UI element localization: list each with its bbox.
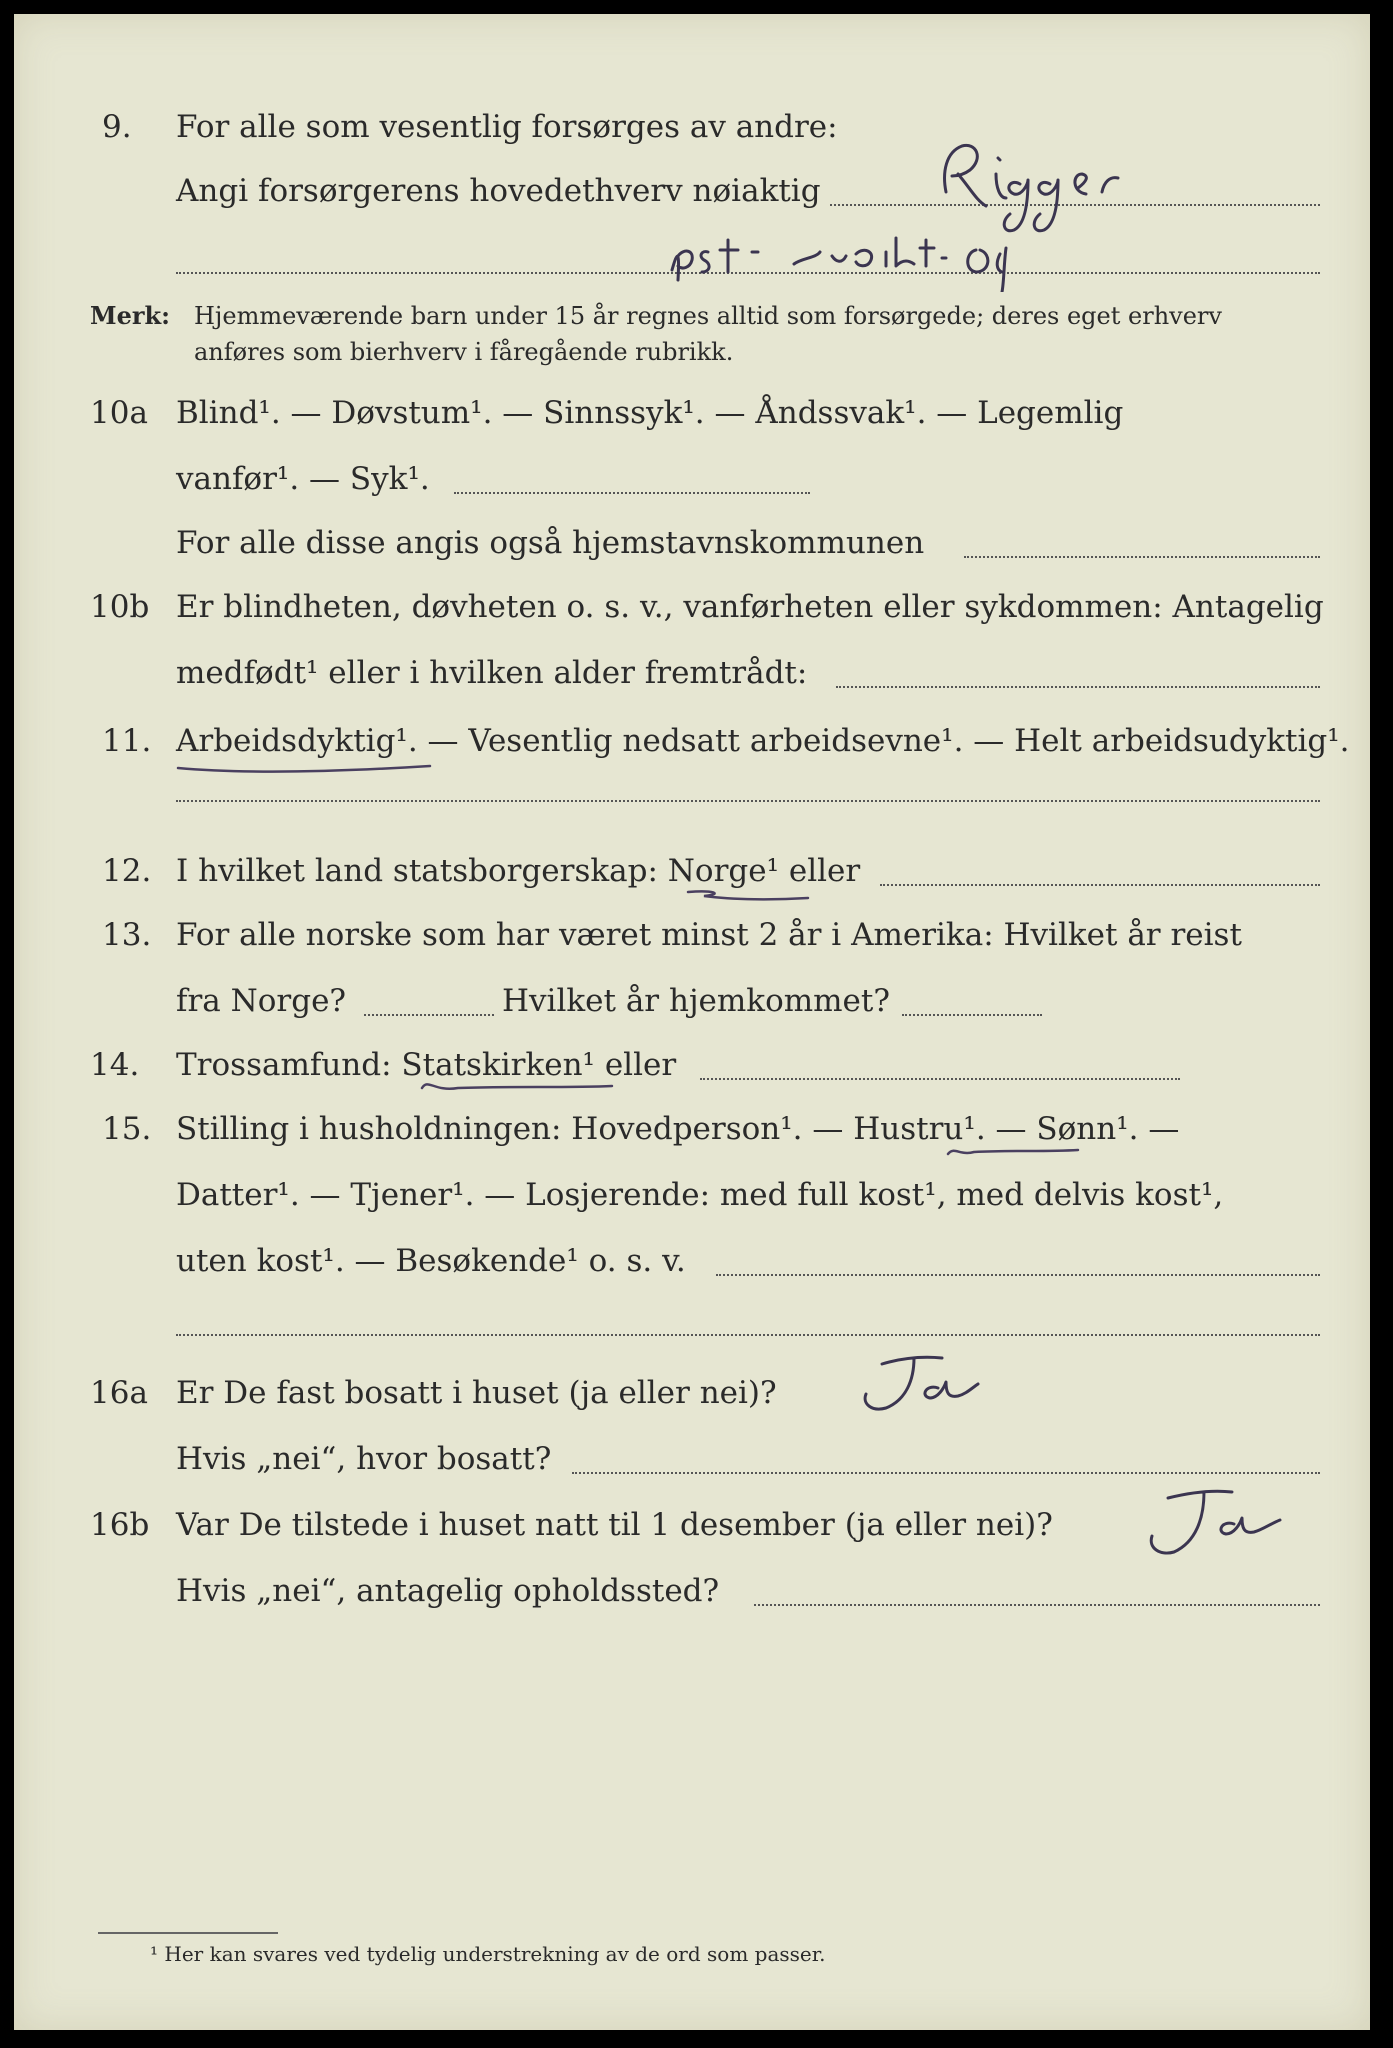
q11-number: 11. bbox=[102, 723, 152, 759]
merk-note-line2: anføres som bierhverv i fåregående rubrikk. bbox=[194, 338, 734, 366]
q10a-question-line3: For alle disse angis også hjemstavnskommunen bbox=[176, 525, 925, 561]
q13-question-line2a: fra Norge? bbox=[176, 983, 347, 1019]
q16b-question-line2: Hvis „nei“, antagelig opholdssted? bbox=[176, 1573, 720, 1609]
merk-label: Merk: bbox=[90, 301, 170, 330]
q14-underline-mark bbox=[418, 1074, 618, 1098]
q9-handwritten-answer bbox=[624, 132, 1344, 292]
q10a-answer-line[interactable] bbox=[454, 492, 810, 494]
q10b-number: 10b bbox=[90, 589, 150, 625]
q15-question-line2: Datter¹. — Tjener¹. — Losjerende: med full kost¹, med delvis kost¹, bbox=[176, 1177, 1224, 1213]
q10a-hometown-line[interactable] bbox=[964, 556, 1320, 558]
q14-question-line1: Trossamfund: Statskirken¹ eller bbox=[176, 1047, 677, 1083]
q16a-question-line1: Er De fast bosatt i huset (ja eller nei)? bbox=[176, 1375, 777, 1411]
q16a-number: 16a bbox=[90, 1375, 148, 1411]
q14-number: 14. bbox=[90, 1047, 140, 1083]
q13-number: 13. bbox=[102, 917, 152, 953]
q12-question-line1: I hvilket land statsborgerskap: Norge¹ eller bbox=[176, 853, 861, 889]
q11-answer-line[interactable] bbox=[176, 800, 1320, 802]
q14-answer-line[interactable] bbox=[700, 1078, 1180, 1080]
q16b-answer-line[interactable] bbox=[754, 1604, 1320, 1606]
q11-question-line1: Arbeidsdyktig¹. — Vesentlig nedsatt arbeidsevne¹. — Helt arbeidsudyktig¹. bbox=[176, 723, 1350, 759]
q13-departure-line[interactable] bbox=[364, 1014, 494, 1016]
footnote-rule bbox=[98, 1932, 278, 1934]
q15-answer-line[interactable] bbox=[716, 1274, 1320, 1276]
q13-question-line1: For alle norske som har været minst 2 år i Amerika: Hvilket år reist bbox=[176, 917, 1242, 953]
q9-question-line2: Angi forsørgerens hovedethverv nøiaktig bbox=[176, 173, 821, 209]
q16a-question-line2: Hvis „nei“, hvor bosatt? bbox=[176, 1441, 552, 1477]
q15-question-line1: Stilling i husholdningen: Hovedperson¹. — Hustru¹. — Sønn¹. — bbox=[176, 1111, 1180, 1147]
q9-number: 9. bbox=[102, 109, 132, 145]
q10b-answer-line[interactable] bbox=[836, 686, 1320, 688]
census-form-page bbox=[14, 14, 1370, 2030]
q12-answer-line[interactable] bbox=[880, 884, 1320, 886]
q10a-question-line1: Blind¹. — Døvstum¹. — Sinnssyk¹. — Åndssvak¹. — Legemlig bbox=[176, 395, 1124, 431]
q15-underline-mark bbox=[944, 1140, 1084, 1164]
q10b-question-line1: Er blindheten, døvheten o. s. v., vanførheten eller sykdommen: Antagelig bbox=[176, 589, 1324, 625]
q12-number: 12. bbox=[102, 853, 152, 889]
q15-number: 15. bbox=[102, 1111, 152, 1147]
q16b-question-line1: Var De tilstede i huset natt til 1 desember (ja eller nei)? bbox=[176, 1507, 1053, 1543]
q16b-handwritten-answer bbox=[1104, 1480, 1304, 1570]
footnote-text: ¹ Her kan svares ved tydelig understrekning av de ord som passer. bbox=[150, 1942, 826, 1966]
q10a-number: 10a bbox=[90, 395, 148, 431]
q16a-handwritten-answer bbox=[822, 1344, 992, 1424]
q13-return-line[interactable] bbox=[902, 1014, 1042, 1016]
q15-question-line3: uten kost¹. — Besøkende¹ o. s. v. bbox=[176, 1243, 686, 1279]
q9-question-line1: For alle som vesentlig forsørges av andre: bbox=[176, 109, 838, 145]
q10a-question-line2: vanfør¹. — Syk¹. bbox=[176, 461, 430, 497]
q10b-question-line2: medfødt¹ eller i hvilken alder fremtrådt: bbox=[176, 655, 808, 691]
q16a-answer-line[interactable] bbox=[572, 1472, 1320, 1474]
q11-underline-mark bbox=[174, 756, 434, 780]
q12-underline-mark bbox=[684, 884, 814, 912]
merk-note-line1: Hjemmeværende barn under 15 år regnes alltid som forsørgede; deres eget erhverv bbox=[194, 302, 1222, 330]
q13-question-line2b: Hvilket år hjemkommet? bbox=[502, 983, 890, 1019]
q16b-number: 16b bbox=[90, 1507, 150, 1543]
q15-answer-line-2[interactable] bbox=[176, 1334, 1320, 1336]
